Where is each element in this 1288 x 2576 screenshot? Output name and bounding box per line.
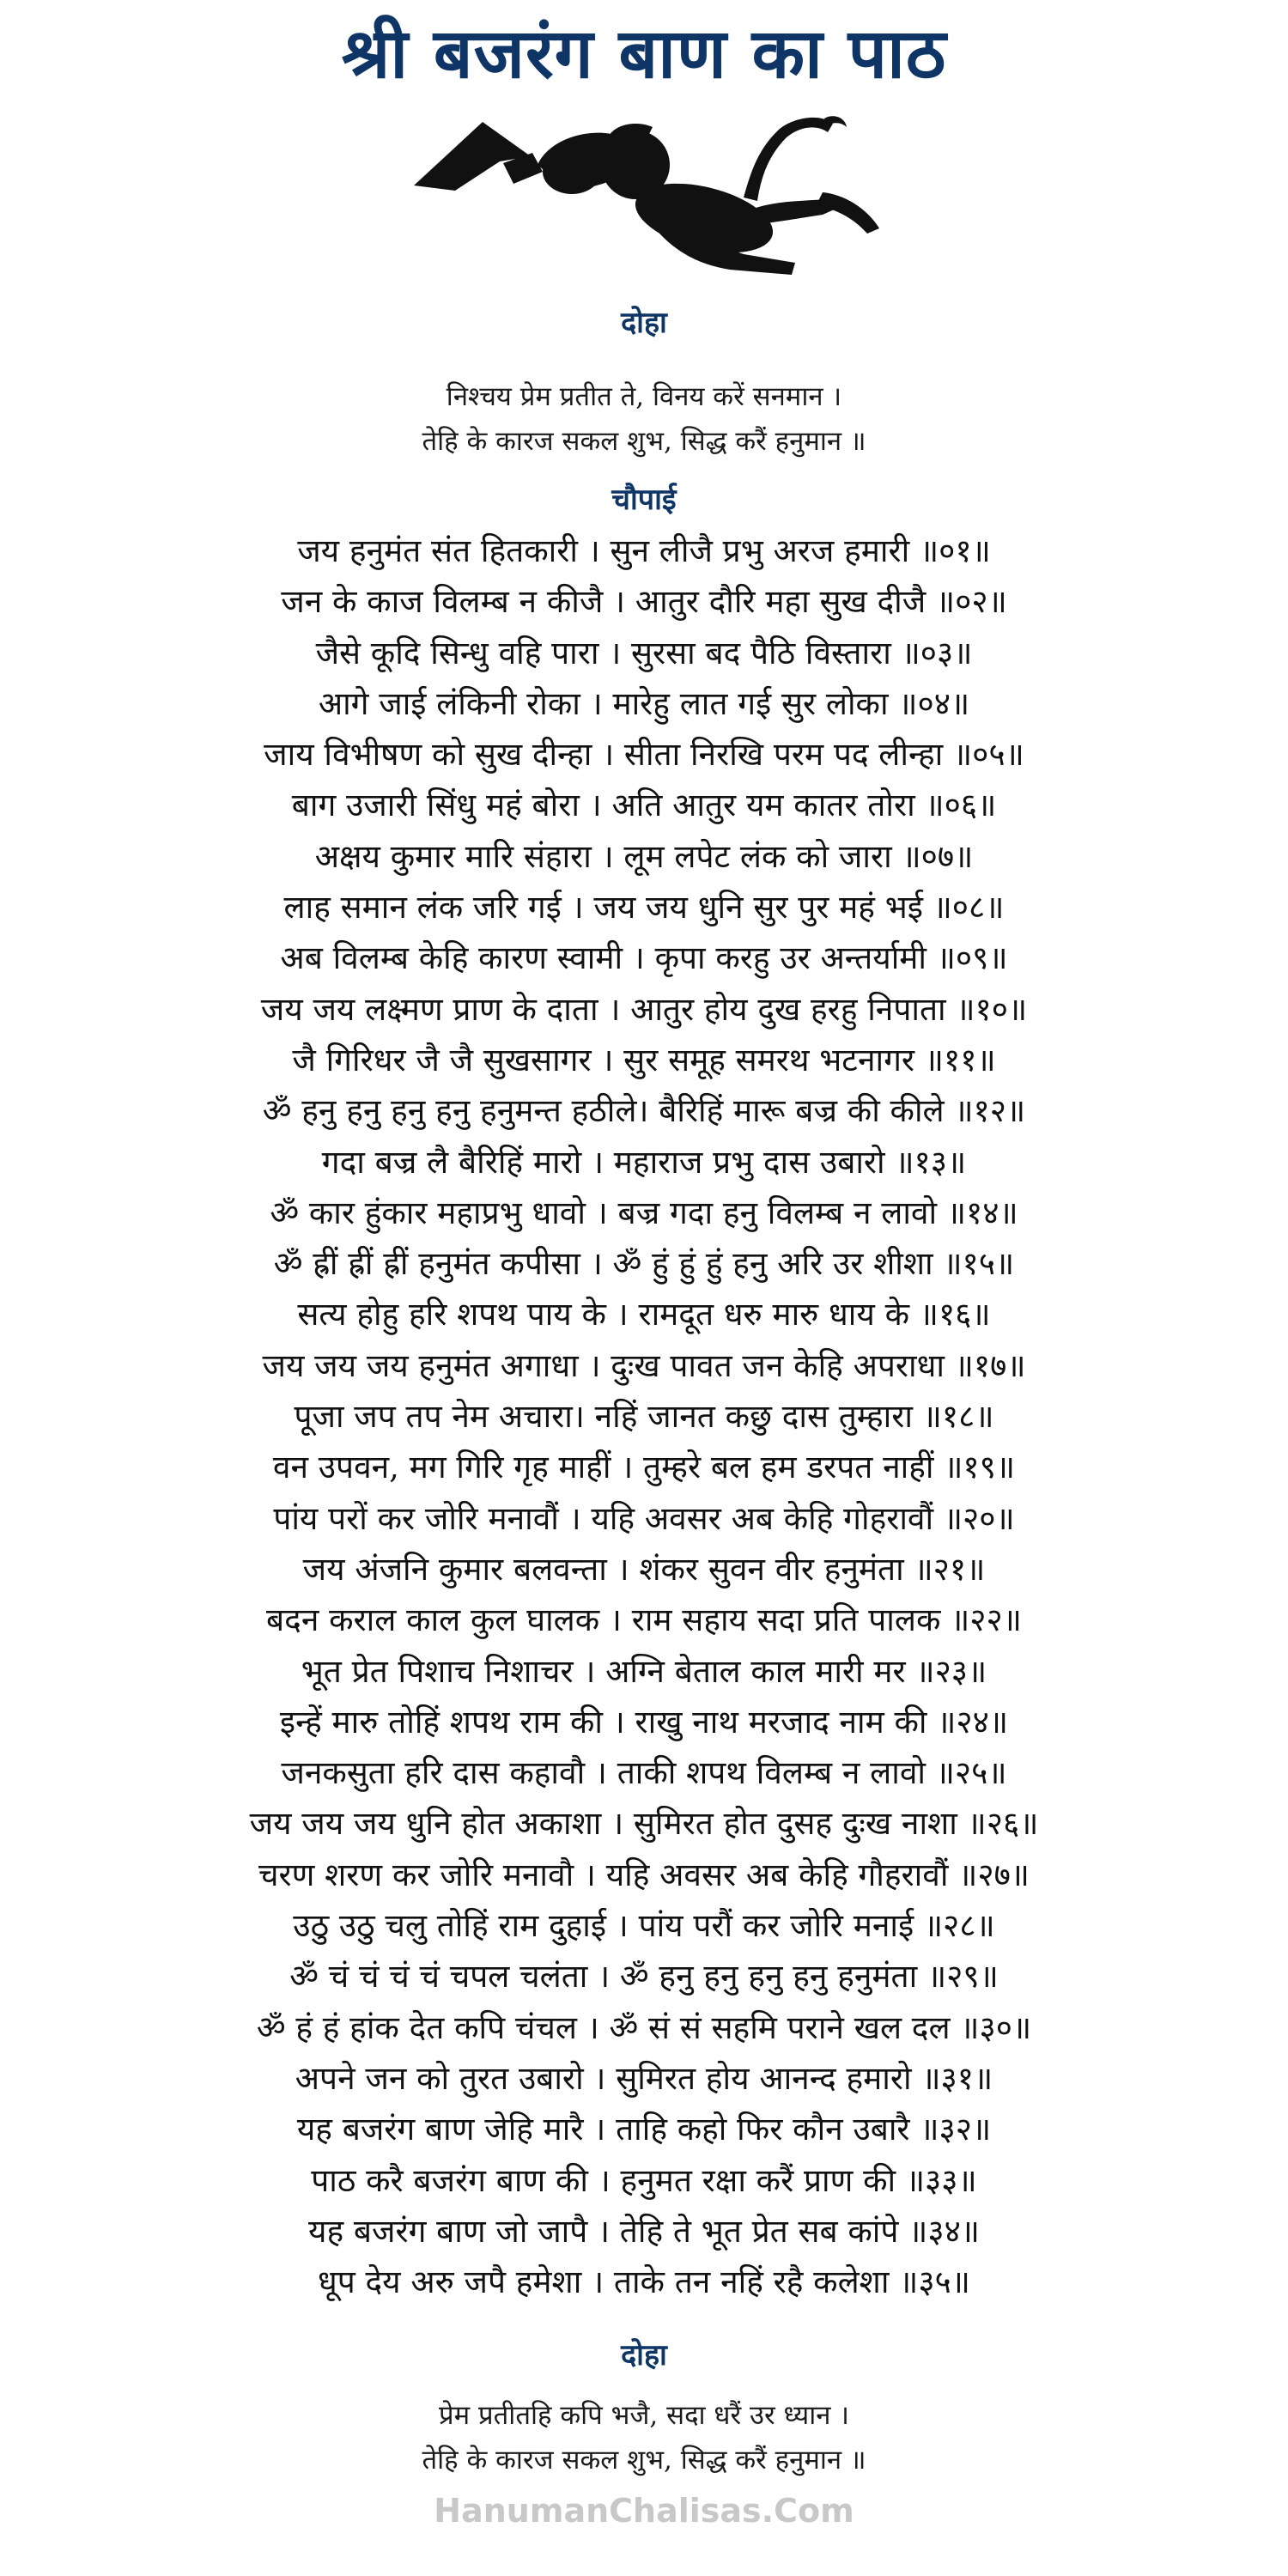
chaupai-verse: पांय परों कर जोरि मनावौं । यहि अवसर अब केहि गोहरावौं ॥२०॥ (273, 1499, 1015, 1537)
page-title: श्री बजरंग बाण का पाठ (341, 14, 947, 94)
chaupai-verse: आगे जाई लंकिनी रोका । मारेहु लात गई सुर लोका ॥०४॥ (318, 684, 970, 722)
doha-line: तेहि के कारज सकल शुभ, सिद्ध करैं हनुमान ॥ (422, 426, 866, 457)
chaupai-verse: जय हनुमंत संत हितकारी । सुन लीजै प्रभु अरज हमारी ॥०१॥ (297, 532, 991, 569)
chaupai-verse: लाह समान लंक जरि गई । जय जय धुनि सुर पुर महं भई ॥०८॥ (283, 889, 1005, 927)
doha-verse-block (422, 374, 866, 464)
chaupai-verse: भूत प्रेत पिशाच निशाचर । अग्नि बेताल काल मारी मर ॥२३॥ (301, 1652, 987, 1690)
chaupai-verse: ॐ हनु हनु हनु हनु हनुमन्त हठीले। बैरिहिं मारू बज्र की कीले ॥१२॥ (262, 1092, 1026, 1130)
chaupai-verse: जै गिरिधर जै जै सुखसागर । सुर समूह समरथ भटनागर ॥११॥ (292, 1041, 996, 1078)
chaupai-verse-block (250, 526, 1039, 2307)
chaupai-verse: अपने जन को तुरत उबारो । सुमिरत होय आनन्द हमारो ॥३१॥ (295, 2059, 993, 2097)
chaupai-verse: बाग उजारी सिंधु महं बोरा । अति आतुर यम कातर तोरा ॥०६॥ (291, 787, 997, 824)
chaupai-verse: इन्हें मारु तोहिं शपथ राम की । राखु नाथ मरजाद नाम की ॥२४॥ (279, 1703, 1009, 1741)
chaupai-verse: गदा बज्र लै बैरिहिं मारो । महाराज प्रभु दास उबारो ॥१३॥ (321, 1143, 967, 1181)
chaupai-verse: पाठ करै बजरंग बाण की । हनुमत रक्षा करैं प्राण की ॥३३॥ (311, 2161, 977, 2199)
chaupai-verse: चरण शरण कर जोरि मनावौ । यहि अवसर अब केहि गौहरावौं ॥२७॥ (258, 1856, 1030, 1893)
chaupai-verse: जय अंजनि कुमार बलवन्ता । शंकर सुवन वीर हनुमंता ॥२१॥ (302, 1550, 986, 1588)
chaupai-verse: जय जय जय हनुमंत अगाधा । दुःख पावत जन केहि अपराधा ॥१७॥ (262, 1346, 1026, 1384)
chaupai-verse: जय जय जय धुनि होत अकाशा । सुमिरत होत दुसह दुःख नाशा ॥२६॥ (249, 1805, 1039, 1843)
chaupai-verse: यह बजरंग बाण जेहि मारै । ताहि कहो फिर कौन उबारै ॥३२॥ (296, 2111, 992, 2148)
doha-line: निश्चय प्रेम प्रतीत ते, विनय करें सनमान । (446, 381, 842, 412)
chaupai-verse: ॐ हं हं हांक देत कपि चंचल । ॐ सं सं सहमि पराने खल दल ॥३०॥ (256, 2008, 1032, 2046)
chaupai-verse: बदन कराल काल कुल घालक । राम सहाय सदा प्रति पालक ॥२२॥ (266, 1601, 1022, 1639)
doha-line: तेहि के कारज सकल शुभ, सिद्ध करैं हनुमान ॥ (422, 2445, 866, 2476)
closing-doha-verse-block (422, 2393, 866, 2482)
doha-line: प्रेम प्रतीतहि कपि भजै, सदा धरैं उर ध्यान । (438, 2400, 850, 2432)
chaupai-verse: जाय विभीषण को सुख दीन्हा । सीता निरखि परम पद लीन्हा ॥०५॥ (264, 736, 1024, 774)
chaupai-verse: ॐ ह्रीं ह्रीं ह्रीं हनुमंत कपीसा । ॐ हुं हुं हुं हनु अरि उर शीशा ॥१५॥ (273, 1245, 1015, 1283)
chaupai-verse: जय जय लक्ष्मण प्राण के दाता । आतुर होय दुख हरहु निपाता ॥१०॥ (260, 990, 1028, 1028)
chaupai-verse: ॐ चं चं चं चं चपल चलंता । ॐ हनु हनु हनु हनु हनुमंता ॥२९॥ (289, 1958, 999, 1996)
chaupai-verse: अब विलम्ब केहि कारण स्वामी । कृपा करहु उर अन्तर्यामी ॥०९॥ (280, 939, 1008, 977)
chaupai-verse: जन के काज विलम्ब न कीजै । आतुर दौरि महा सुख दीजै ॥०२॥ (281, 583, 1007, 621)
chaupai-verse: ॐ कार हुंकार महाप्रभु धावो । बज्र गदा हनु विलम्ब न लावो ॥१४॥ (270, 1194, 1018, 1231)
chaupai-verse: पूजा जप तप नेम अचारा। नहिं जानत कछु दास तुम्हारा ॥१८॥ (294, 1398, 994, 1436)
chaupai-verse: उठु उठु चलु तोहिं राम दुहाई । पांय परौं कर जोरि मनाई ॥२८॥ (293, 1907, 995, 1945)
doha-heading: दोहा (621, 306, 667, 340)
site-watermark: HanumanChalisas.Com (434, 2492, 854, 2530)
chaupai-verse: अक्षय कुमार मारि संहारा । लूम लपेट लंक को जारा ॥०७॥ (314, 837, 974, 875)
closing-doha-heading: दोहा (621, 2338, 667, 2373)
flying-hanuman-silhouette-icon (404, 112, 884, 283)
chaupai-verse: धूप देय अरु जपै हमेशा । ताके तन नहिं रहै कलेशा ॥३५॥ (318, 2263, 970, 2301)
chaupai-verse: वन उपवन, मग गिरि गृह माहीं । तुम्हरे बल हम डरपत नाहीं ॥१९॥ (272, 1449, 1016, 1486)
chaupai-verse: जैसे कूदि सिन्धु वहि पारा । सुरसा बद पैठि विस्तारा ॥०३॥ (315, 634, 973, 671)
chaupai-heading: चौपाई (611, 483, 677, 517)
chaupai-verse: जनकसुता हरि दास कहावौ । ताकी शपथ विलम्ब न लावो ॥२५॥ (281, 1754, 1007, 1792)
chaupai-verse: यह बजरंग बाण जो जापै । तेहि ते भूत प्रेत सब कांपे ॥३४॥ (308, 2212, 980, 2250)
chaupai-verse: सत्य होहु हरि शपथ पाय के । रामदूत धरु मारु धाय के ॥१६॥ (297, 1296, 991, 1334)
